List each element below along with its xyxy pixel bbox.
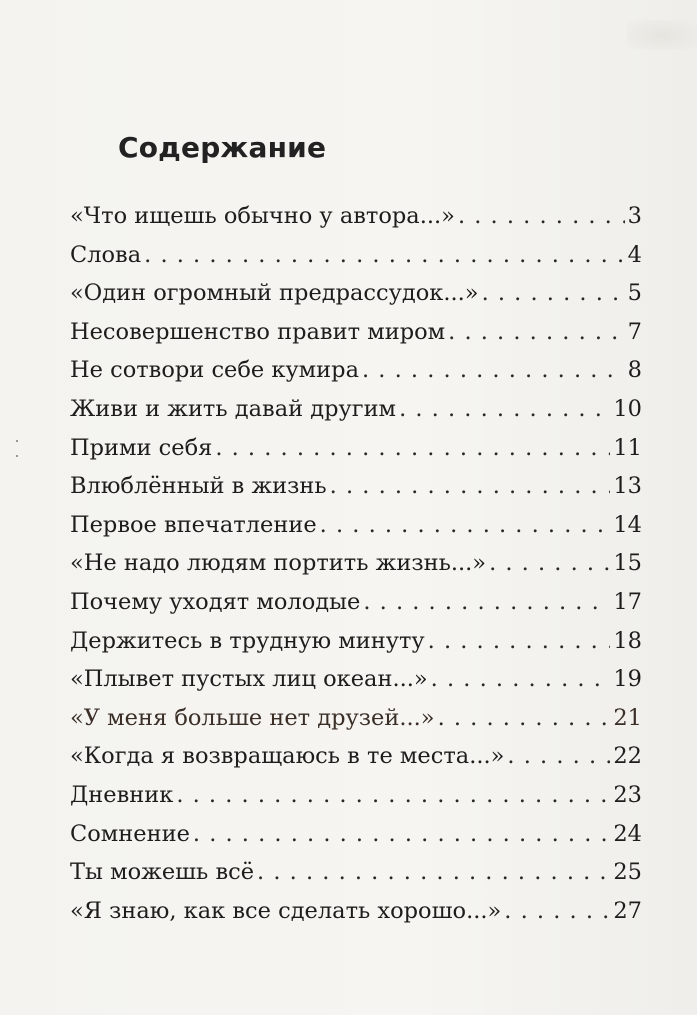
toc-entry bbox=[70, 660, 642, 699]
toc-entry bbox=[70, 699, 642, 738]
toc-entry-page: 7 bbox=[627, 318, 642, 345]
toc-entry bbox=[70, 197, 642, 236]
toc-dot-leader bbox=[507, 737, 610, 776]
toc-entry-title: Почему уходят молодые bbox=[70, 588, 361, 615]
toc-entry-title: Не сотвори себе кумира bbox=[70, 357, 359, 384]
toc-dot-leader bbox=[399, 390, 610, 429]
toc-entry bbox=[70, 583, 642, 622]
toc-entry-page: 22 bbox=[613, 743, 642, 770]
toc-entry bbox=[70, 622, 642, 661]
toc-entry-page: 19 bbox=[613, 666, 642, 693]
toc-entry-title: Дневник bbox=[70, 781, 174, 808]
toc-entry bbox=[70, 429, 642, 468]
toc-entry-title: Держитесь в трудную минуту bbox=[70, 627, 425, 654]
toc-entry bbox=[70, 236, 642, 275]
toc-entry-page: 15 bbox=[613, 550, 642, 577]
toc-entry bbox=[70, 544, 642, 583]
toc-entry-title: «Я знаю, как все сделать хорошо...» bbox=[70, 897, 502, 924]
toc-entry bbox=[70, 390, 642, 429]
toc-entry-page: 11 bbox=[613, 434, 642, 461]
toc-dot-leader bbox=[144, 236, 625, 275]
toc-entry-title: «Плывет пустых лиц океан...» bbox=[70, 666, 428, 693]
toc-entry-title: «У меня больше нет друзей...» bbox=[70, 704, 435, 731]
toc-entry-title: «Когда я возвращаюсь в те места...» bbox=[70, 743, 505, 770]
toc-entry-title: «Один огромный предрассудок...» bbox=[70, 280, 479, 307]
toc-entry-title: Влюблённый в жизнь bbox=[70, 473, 327, 500]
toc-entry bbox=[70, 815, 642, 854]
margin-mark bbox=[16, 440, 18, 442]
toc-entry-page: 17 bbox=[613, 588, 642, 615]
toc-entry-title: Сомнение bbox=[70, 820, 190, 847]
toc-entry bbox=[70, 506, 642, 545]
toc-entry bbox=[70, 351, 642, 390]
toc-dot-leader bbox=[438, 699, 611, 738]
toc-dot-leader bbox=[431, 660, 611, 699]
toc-entry-title: Несовершенство правит миром bbox=[70, 318, 446, 345]
toc-dot-leader bbox=[330, 467, 611, 506]
table-of-contents bbox=[70, 197, 642, 930]
toc-entry-page: 13 bbox=[613, 473, 642, 500]
toc-entry-page: 4 bbox=[627, 241, 642, 268]
toc-dot-leader bbox=[504, 892, 610, 931]
toc-entry-page: 24 bbox=[613, 820, 642, 847]
toc-entry-page: 8 bbox=[627, 357, 642, 384]
toc-dot-leader bbox=[193, 815, 610, 854]
toc-entry-page: 25 bbox=[613, 859, 642, 886]
toc-entry-title: Первое впечатление bbox=[70, 511, 317, 538]
toc-dot-leader bbox=[428, 622, 611, 661]
toc-dot-leader bbox=[257, 853, 610, 892]
toc-entry bbox=[70, 274, 642, 313]
page-smudge bbox=[627, 20, 697, 50]
toc-entry bbox=[70, 892, 642, 931]
toc-entry-title: Живи и жить давай другим bbox=[70, 395, 397, 422]
toc-dot-leader bbox=[215, 429, 610, 468]
toc-entry bbox=[70, 776, 642, 815]
toc-entry bbox=[70, 737, 642, 776]
toc-entry bbox=[70, 467, 642, 506]
toc-dot-leader bbox=[362, 351, 625, 390]
toc-entry-page: 5 bbox=[627, 280, 642, 307]
toc-dot-leader bbox=[482, 274, 625, 313]
toc-entry-page: 3 bbox=[627, 203, 642, 229]
toc-entry-page: 21 bbox=[613, 704, 642, 731]
toc-entry-page: 18 bbox=[613, 627, 642, 654]
toc-dot-leader bbox=[176, 776, 610, 815]
margin-mark bbox=[16, 455, 18, 457]
page-title: Содержание bbox=[118, 130, 327, 164]
toc-dot-leader bbox=[363, 583, 610, 622]
toc-entry bbox=[70, 853, 642, 892]
toc-dot-leader bbox=[489, 544, 610, 583]
toc-entry-title: Прими себя bbox=[70, 434, 213, 461]
toc-entry-title: «Что ищешь обычно у автора...» bbox=[70, 203, 455, 229]
toc-entry-page: 10 bbox=[613, 395, 642, 422]
toc-entry-page: 14 bbox=[613, 511, 642, 538]
toc-entry bbox=[70, 313, 642, 352]
toc-entry-page: 27 bbox=[613, 897, 642, 924]
toc-entry-page: 23 bbox=[613, 781, 642, 808]
toc-dot-leader bbox=[448, 313, 625, 352]
toc-entry-title: «Не надо людям портить жизнь...» bbox=[70, 550, 487, 577]
toc-entry-title: Слова bbox=[70, 241, 142, 268]
toc-dot-leader bbox=[458, 197, 625, 236]
toc-dot-leader bbox=[320, 506, 611, 545]
toc-entry-title: Ты можешь всё bbox=[70, 859, 255, 886]
